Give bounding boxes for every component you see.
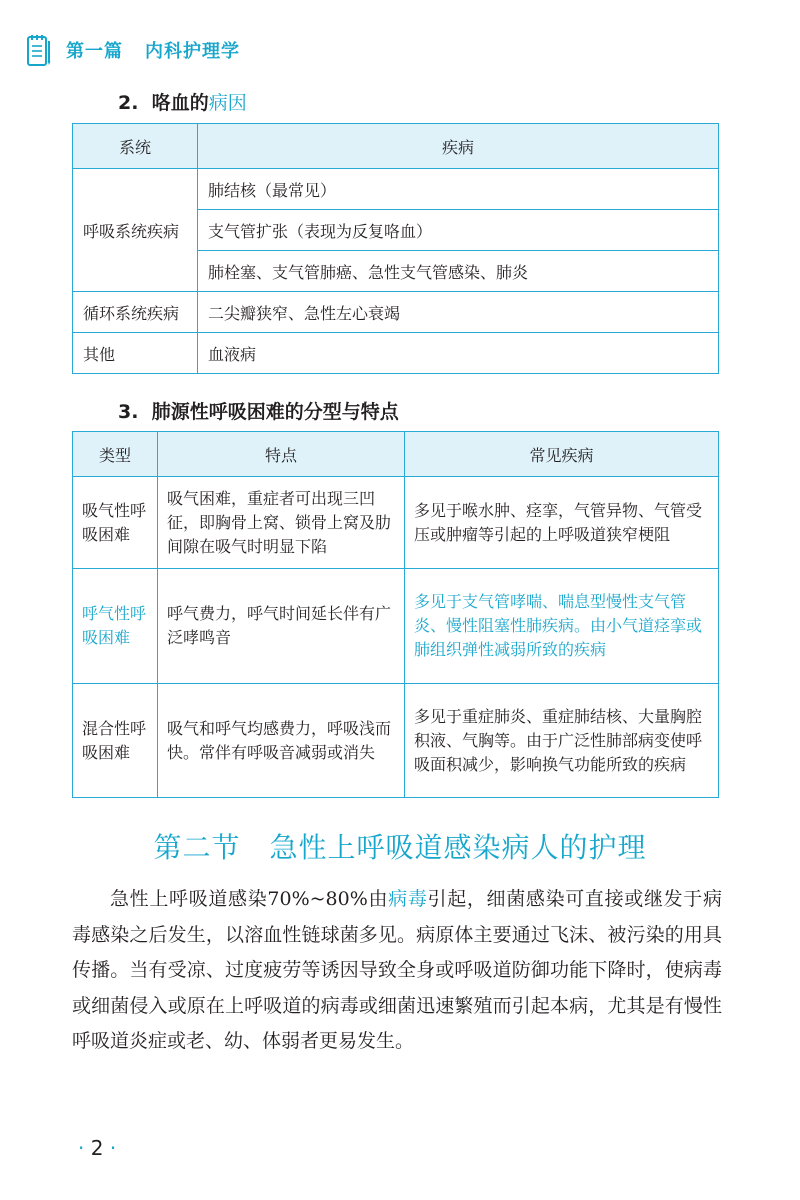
disease-cell: 多见于支气管哮喘、喘息型慢性支气管炎、慢性阻塞性肺疾病。由小气道痉挛或肺组织弹性减弱所致的疾病: [405, 569, 719, 684]
feature-cell: 呼气费力，呼气时间延长伴有广泛哮鸣音: [158, 569, 405, 684]
table-row: [73, 333, 719, 374]
section-2-number: 2.: [118, 92, 139, 114]
type-cell: 吸气性呼吸困难: [73, 477, 158, 569]
disease-cell: 血液病: [198, 333, 719, 374]
disease-cell: 肺栓塞、支气管肺癌、急性支气管感染、肺炎: [198, 251, 719, 292]
page-number-value: 2: [90, 1136, 104, 1160]
page-dot-left: ·: [78, 1136, 85, 1160]
section-2-title: 咯血的: [151, 92, 209, 114]
feature-cell: 吸气和呼气均感费力，呼吸浅而快。常伴有呼吸音减弱或消失: [158, 684, 405, 798]
page-dot-right: ·: [109, 1136, 117, 1160]
table-row: [73, 684, 719, 798]
header-book-title: 内科护理学: [145, 41, 240, 62]
body-paragraph: [72, 882, 722, 1060]
chapter-section-title: 第二节 急性上呼吸道感染病人的护理: [153, 831, 647, 864]
table-row: [73, 569, 719, 684]
system-cell: 呼吸系统疾病: [73, 169, 198, 292]
col-header-feature: 特点: [158, 432, 405, 477]
para-text-b: 引起，细菌感染可直接或继发于病毒感染之后发生，以溶血性链球菌多见。病原体主要通过飞沫、被污染的用具传播。当有受凉、过度疲劳等诱因导致全身或呼吸道防御功能下降时，使病毒或细菌侵入或原在上呼吸道的病毒或细菌迅速繁殖而引起本病，尤其是有慢性呼吸道炎症或老、幼、体弱者更易发生。: [72, 888, 722, 1052]
system-cell: 其他: [73, 333, 198, 374]
disease-cell: 二尖瓣狭窄、急性左心衰竭: [198, 292, 719, 333]
disease-cell: 肺结核（最常见）: [198, 169, 719, 210]
type-cell: 混合性呼吸困难: [73, 684, 158, 798]
disease-cell: 多见于重症肺炎、重症肺结核、大量胸腔积液、气胸等。由于广泛性肺部病变使呼吸面积减少，影响换气功能所致的疾病: [405, 684, 719, 798]
col-header-system: 系统: [73, 124, 198, 169]
notebook-icon: [26, 33, 52, 67]
section-3-title: 肺源性呼吸困难的分型与特点: [151, 401, 399, 423]
para-text-a: 急性上呼吸道感染70%~80%由: [110, 888, 389, 910]
table-header-row: [73, 432, 719, 477]
section-3-number: 3.: [118, 401, 139, 423]
col-header-disease: 疾病: [198, 124, 719, 169]
table-row: [73, 169, 719, 210]
table-row: [73, 477, 719, 569]
header-part: 第一篇: [66, 41, 123, 62]
system-cell: 循环系统疾病: [73, 292, 198, 333]
type-cell: 呼气性呼吸困难: [73, 569, 158, 684]
col-header-type: 类型: [73, 432, 158, 477]
dyspnea-types-table: [72, 431, 719, 798]
para-highlight: 病毒: [388, 888, 428, 910]
section-2-heading: [118, 88, 247, 115]
hemoptysis-causes-table: [72, 123, 719, 374]
section-2-title-highlight: 病因: [208, 92, 247, 114]
disease-cell: 多见于喉水肿、痉挛，气管异物、气管受压或肿瘤等引起的上呼吸道狭窄梗阻: [405, 477, 719, 569]
feature-cell: 吸气困难，重症者可出现三凹征，即胸骨上窝、锁骨上窝及肋间隙在吸气时明显下陷: [158, 477, 405, 569]
col-header-common-disease: 常见疾病: [405, 432, 719, 477]
page-number: [78, 1136, 116, 1160]
section-3-heading: [118, 397, 399, 424]
table-header-row: [73, 124, 719, 169]
running-header: [26, 30, 240, 70]
disease-cell: 支气管扩张（表现为反复咯血）: [198, 210, 719, 251]
header-title: [66, 37, 240, 63]
table-row: [73, 292, 719, 333]
